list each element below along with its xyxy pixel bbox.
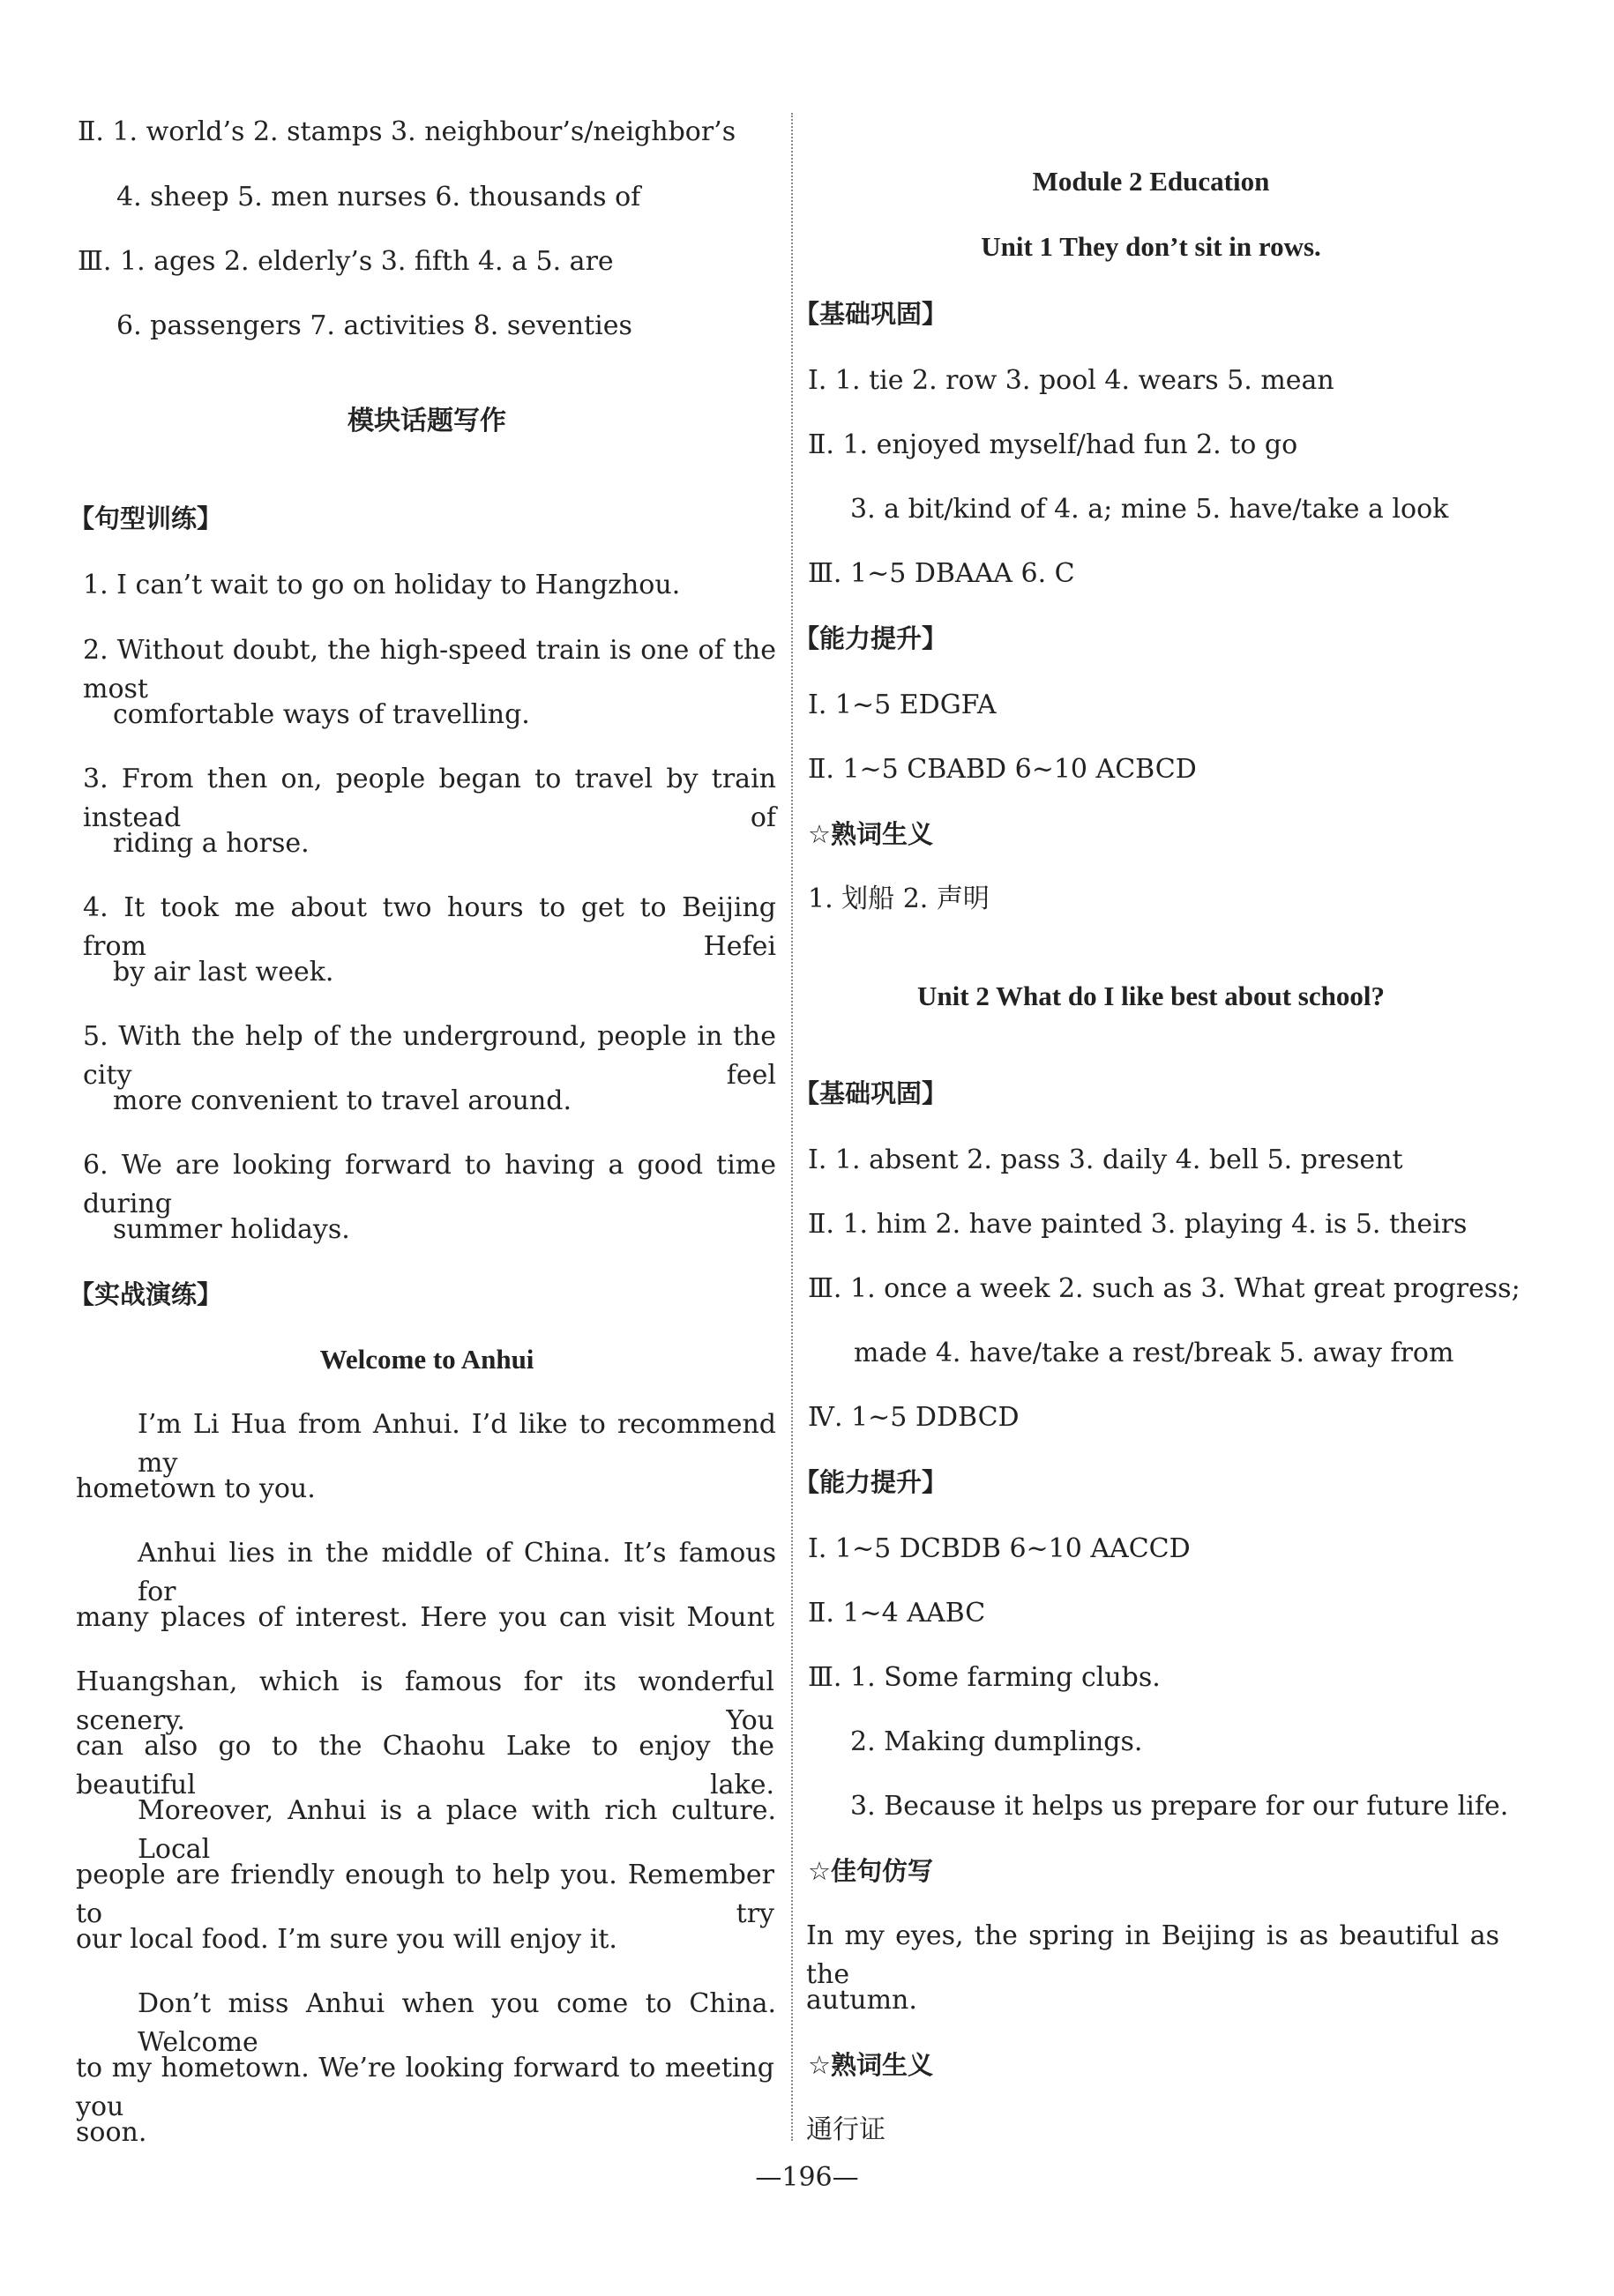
- unit-2-ability-heading: 【能力提升】: [794, 1467, 948, 1497]
- sentence-3-a: 3. From then on, people began to travel by train instead of: [83, 764, 776, 833]
- unit-1-basic-3: Ⅲ. 1~5 DBAAA 6. C: [808, 558, 1075, 589]
- unit-1-basic-2-b: 3. a bit/kind of 4. a; mine 5. have/take a look: [850, 494, 1449, 525]
- sentence-6-b: summer holidays.: [113, 1214, 350, 1245]
- unit-2-basic-2: Ⅱ. 1. him 2. have painted 3. playing 4. is 5. theirs: [808, 1209, 1468, 1240]
- unit-1-basic-1: Ⅰ. 1. tie 2. row 3. pool 4. wears 5. mean: [808, 365, 1334, 396]
- unit-1-title: Unit 1 They don’t sit in rows.: [981, 231, 1321, 262]
- essay-p4-c: soon.: [76, 2117, 147, 2148]
- unit-1-ability-heading: 【能力提升】: [794, 623, 948, 653]
- essay-p3-a: Moreover, Anhui is a place with rich culture. Local: [138, 1795, 776, 1865]
- page-number: —196—: [755, 2162, 859, 2193]
- sentence-6-a: 6. We are looking forward to having a good time during: [83, 1150, 776, 1219]
- sentence-training-heading: 【句型训练】: [69, 503, 223, 533]
- unit-1-basic-heading: 【基础巩固】: [794, 299, 948, 329]
- essay-p4-a: Don’t miss Anhui when you come to China. Welcome: [138, 1988, 776, 2058]
- unit-2-sentence-a: In my eyes, the spring in Beijing is as beautiful as the: [806, 1920, 1499, 1990]
- unit-1-ability-2: Ⅱ. 1~5 CBABD 6~10 ACBCD: [808, 754, 1197, 785]
- essay-p2-a: Anhui lies in the middle of China. It’s famous for: [138, 1538, 776, 1607]
- unit-2-title: Unit 2 What do I like best about school?: [917, 980, 1385, 1011]
- essay-p3-c: our local food. I’m sure you will enjoy it.: [76, 1924, 617, 1955]
- essay-p3-b: people are friendly enough to help you. Remember to try: [76, 1860, 774, 1929]
- unit-2-basic-4: Ⅳ. 1~5 DDBCD: [808, 1402, 1020, 1433]
- unit-2-word-answer: 通行证: [806, 2114, 885, 2145]
- unit-2-word-heading: ☆熟词生义: [808, 2050, 933, 2080]
- unit-1-ability-1: Ⅰ. 1~5 EDGFA: [808, 690, 997, 720]
- sentence-4-b: by air last week.: [113, 957, 334, 988]
- unit-1-word-answers: 1. 划船 2. 声明: [808, 883, 990, 914]
- module-title: Module 2 Education: [1032, 166, 1270, 197]
- writing-title: 模块话题写作: [347, 406, 506, 436]
- sentence-5-b: more convenient to travel around.: [113, 1085, 572, 1116]
- exercise-3-line-2: 6. passengers 7. activities 8. seventies: [116, 310, 632, 341]
- essay-p4-b: to my hometown. We’re looking forward to meeting you: [76, 2053, 774, 2122]
- unit-2-ability-3-3: 3. Because it helps us prepare for our future life.: [850, 1791, 1509, 1822]
- exercise-2-line-1: Ⅱ. 1. world’s 2. stamps 3. neighbour’s/neighbor’s: [78, 116, 736, 147]
- sentence-4-a: 4. It took me about two hours to get to Beijing from Hefei: [83, 892, 776, 962]
- essay-p1-b: hometown to you.: [76, 1473, 316, 1504]
- unit-2-sentence-heading: ☆佳句仿写: [808, 1856, 933, 1886]
- unit-2-sentence-b: autumn.: [806, 1985, 917, 2016]
- essay-p2-b: many places of interest. Here you can visit Mount: [76, 1602, 774, 1633]
- unit-2-basic-3-b: made 4. have/take a rest/break 5. away from: [854, 1338, 1454, 1368]
- sentence-1: 1. I can’t wait to go on holiday to Hangzhou.: [83, 570, 681, 600]
- unit-2-ability-2: Ⅱ. 1~4 AABC: [808, 1598, 986, 1629]
- sentence-5-a: 5. With the help of the underground, people in the city feel: [83, 1021, 776, 1091]
- sentence-2-a: 2. Without doubt, the high-speed train is one of the most: [83, 635, 776, 704]
- column-divider: [791, 113, 793, 2141]
- essay-p2-d: can also go to the Chaohu Lake to enjoy the beautiful lake.: [76, 1731, 774, 1800]
- unit-2-basic-heading: 【基础巩固】: [794, 1078, 948, 1108]
- essay-p1-a: I’m Li Hua from Anhui. I’d like to recommend my: [138, 1409, 776, 1479]
- unit-2-ability-3-2: 2. Making dumplings.: [850, 1726, 1143, 1757]
- sentence-3-b: riding a horse.: [113, 828, 310, 859]
- unit-2-ability-3-1: Ⅲ. 1. Some farming clubs.: [808, 1662, 1161, 1693]
- exercise-3-line-1: Ⅲ. 1. ages 2. elderly’s 3. fifth 4. a 5. are: [78, 246, 614, 277]
- unit-1-word-heading: ☆熟词生义: [808, 819, 933, 849]
- sentence-2-b: comfortable ways of travelling.: [113, 699, 530, 730]
- practice-heading: 【实战演练】: [69, 1279, 223, 1309]
- unit-2-ability-1: Ⅰ. 1~5 DCBDB 6~10 AACCD: [808, 1533, 1191, 1564]
- unit-2-basic-3-a: Ⅲ. 1. once a week 2. such as 3. What great progress;: [808, 1273, 1521, 1304]
- essay-p2-c: Huangshan, which is famous for its wonderful scenery. You: [76, 1666, 774, 1736]
- unit-2-basic-1: Ⅰ. 1. absent 2. pass 3. daily 4. bell 5. present: [808, 1144, 1403, 1175]
- unit-1-basic-2-a: Ⅱ. 1. enjoyed myself/had fun 2. to go: [808, 429, 1298, 460]
- essay-title: Welcome to Anhui: [319, 1344, 534, 1375]
- exercise-2-line-2: 4. sheep 5. men nurses 6. thousands of: [116, 182, 641, 212]
